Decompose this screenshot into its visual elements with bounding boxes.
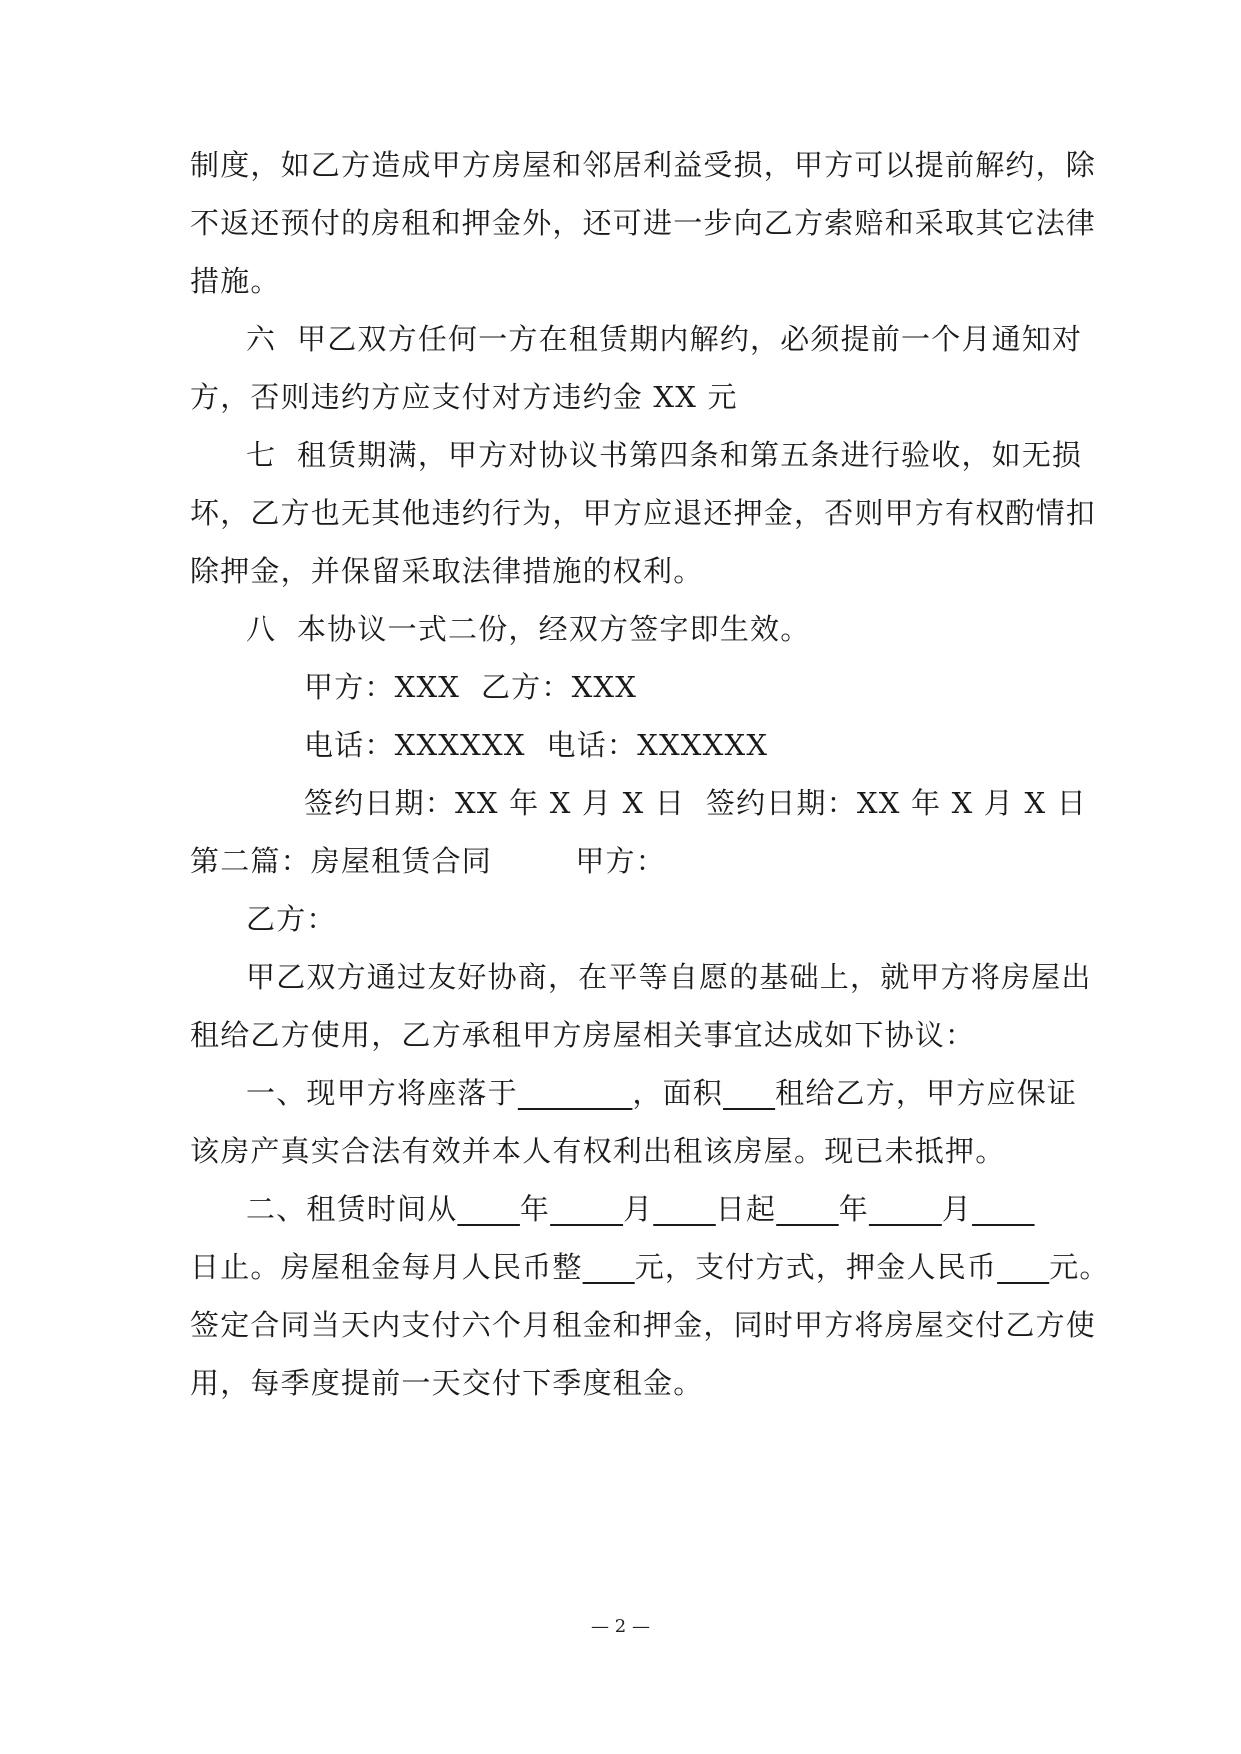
signature-dates: 签约日期：XX 年 X 月 X 日 签约日期：XX 年 X 月 X 日: [304, 786, 1087, 820]
clause-one-text: 租给乙方，甲方应保证: [775, 1076, 1078, 1110]
preamble-line: 租给乙方使用，乙方承租甲方房屋相关事宜达成如下协议：: [190, 1018, 976, 1052]
clause-two-line: 用，每季度提前一天交付下季度租金。: [190, 1366, 704, 1400]
clause-two-text: 元。: [1049, 1250, 1110, 1284]
paragraph-line: 制度，如乙方造成甲方房屋和邻居利益受损，甲方可以提前解约，除: [190, 148, 1097, 182]
clause-six-line: 六 甲乙双方任何一方在租赁期内解约，必须提前一个月通知对: [246, 322, 1083, 356]
start-year-blank: [457, 1192, 520, 1226]
clause-six-line: 方，否则违约方应支付对方违约金 XX 元: [190, 380, 738, 414]
clause-two-line: [190, 1249, 1110, 1285]
start-month-blank: [550, 1192, 623, 1226]
clause-one-line: 该房产真实合法有效并本人有权利出租该房屋。现已未抵押。: [190, 1134, 1006, 1168]
clause-two-text: 年: [519, 1192, 551, 1226]
clause-two-text: 日止。房屋租金每月人民币整: [190, 1250, 583, 1284]
location-blank: [518, 1076, 633, 1110]
end-month-blank: [869, 1192, 942, 1226]
section-title: 第二篇：房屋租赁合同 甲方：: [190, 844, 666, 878]
paragraph-line: 不返还预付的房租和押金外，还可进一步向乙方索赔和采取其它法律: [190, 206, 1097, 240]
party-b-label: 乙方：: [246, 902, 337, 936]
clause-seven-line: 七 租赁期满，甲方对协议书第四条和第五条进行验收，如无损: [246, 438, 1083, 472]
page-number: — 2 —: [591, 1616, 650, 1637]
area-blank: [723, 1076, 775, 1110]
clause-one-text: ，面积: [632, 1076, 724, 1110]
clause-one-text: 一、现甲方将座落于: [246, 1076, 518, 1110]
clause-two-line: 签定合同当天内支付六个月租金和押金，同时甲方将房屋交付乙方使: [190, 1308, 1097, 1342]
rent-amount-blank: [583, 1250, 635, 1284]
preamble-line: 甲乙双方通过友好协商，在平等自愿的基础上，就甲方将房屋出: [246, 960, 1092, 994]
end-year-blank: [776, 1192, 839, 1226]
clause-seven-line: 坏，乙方也无其他违约行为，甲方应退还押金，否则甲方有权酌情扣: [190, 496, 1097, 530]
clause-two-text: 年: [838, 1192, 869, 1226]
clause-one-line: [246, 1075, 1077, 1111]
signature-parties: 甲方：XXX 乙方：XXX: [304, 670, 638, 704]
clause-two-text: 月: [623, 1192, 654, 1226]
paragraph-line: 措施。: [190, 264, 281, 298]
signature-phones: 电话：XXXXXX 电话：XXXXXX: [304, 728, 769, 762]
clause-two-line: [246, 1191, 1035, 1227]
clause-eight-line: 八 本协议一式二份，经双方签字即生效。: [246, 612, 811, 646]
clause-two-text: 月: [941, 1192, 973, 1226]
clause-two-text: 元，支付方式，押金人民币: [634, 1250, 998, 1284]
clause-seven-line: 除押金，并保留采取法律措施的权利。: [190, 554, 704, 588]
deposit-amount-blank: [997, 1250, 1049, 1284]
clause-two-text: 二、租赁时间从: [246, 1192, 458, 1226]
start-day-blank: [653, 1192, 716, 1226]
clause-two-text: 日起: [715, 1192, 777, 1226]
end-day-blank: [972, 1192, 1035, 1226]
